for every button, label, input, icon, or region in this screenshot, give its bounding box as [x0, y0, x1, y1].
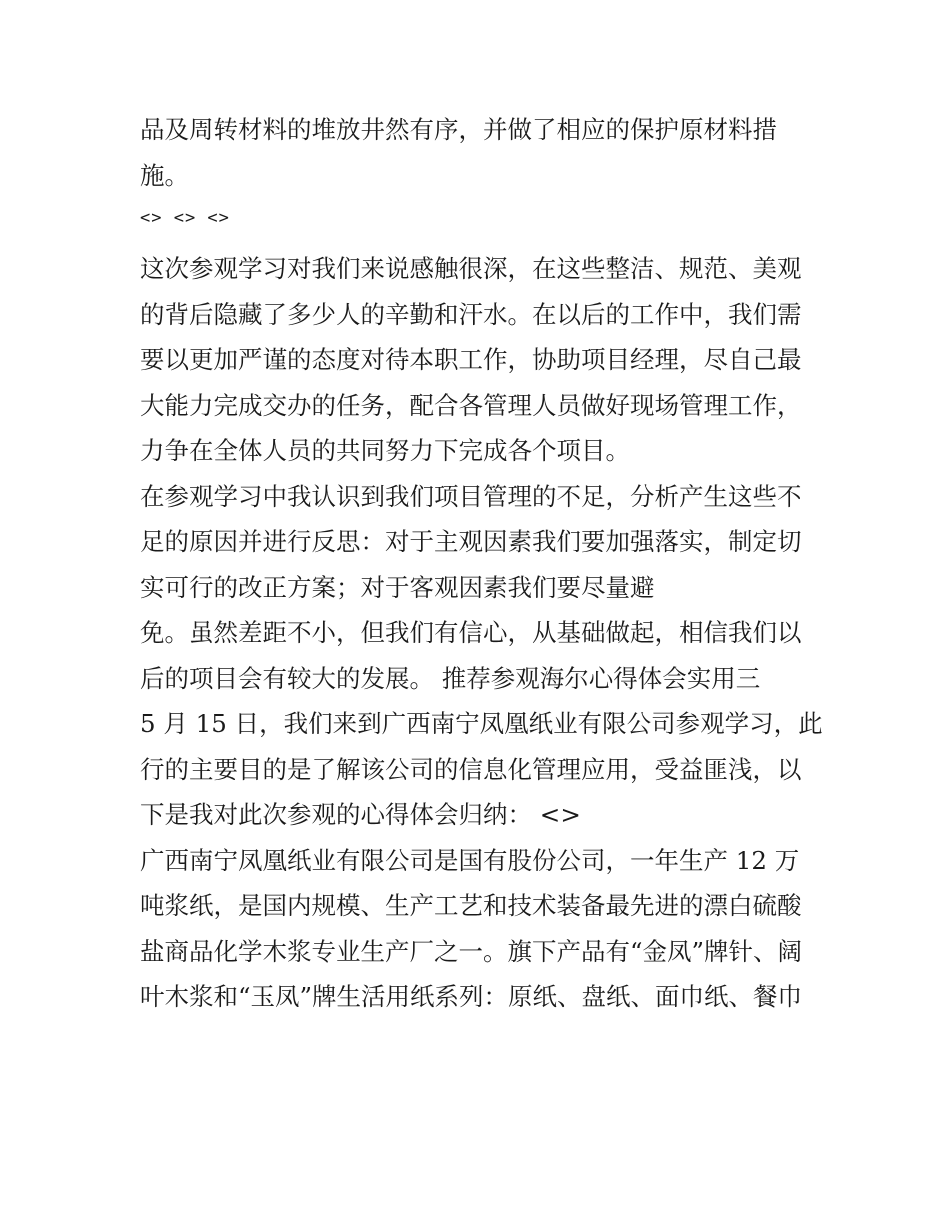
text-line: 盐商品化学木浆专业生产厂之一。旗下产品有“金凤”牌针、阔: [140, 936, 803, 966]
placeholder-marker-line: <> <> <>: [140, 208, 230, 228]
text-line: 力争在全体人员的共同努力下完成各个项目。: [140, 436, 630, 465]
text-line: 足的原因并进行反思：对于主观因素我们要加强落实，制定切: [140, 527, 802, 556]
text-line: 叶木浆和“玉凤”牌生活用纸系列：原纸、盘纸、面巾纸、餐巾: [140, 982, 803, 1011]
text-line: 行的主要目的是了解该公司的信息化管理应用，受益匪浅，以: [140, 754, 802, 784]
text-line: 下是我对此次参观的心得体会归纳： <>: [140, 800, 581, 829]
text-line: 在参观学习中我认识到我们项目管理的不足，分析产生这些不: [140, 481, 802, 511]
text-line: 施。: [140, 160, 189, 190]
text-line: 大能力完成交办的任务，配合各管理人员做好现场管理工作，: [140, 390, 802, 420]
text-line: 吨浆纸，是国内规模、生产工艺和技术装备最先进的漂白硫酸: [140, 891, 802, 920]
text-line: 要以更加严谨的态度对待本职工作，协助项目经理，尽自己最: [140, 345, 802, 374]
text-line: 免。虽然差距不小，但我们有信心，从基础做起，相信我们以: [140, 618, 802, 647]
text-line: 广西南宁凤凰纸业有限公司是国有股份公司，一年生产 12 万: [140, 845, 800, 875]
text-line: 品及周转材料的堆放井然有序，并做了相应的保护原材料措: [140, 115, 777, 144]
text-line: 的背后隐藏了多少人的辛勤和汗水。在以后的工作中，我们需: [140, 299, 802, 329]
text-line: 实可行的改正方案；对于客观因素我们要尽量避: [140, 572, 655, 602]
text-line: 后的项目会有较大的发展。 推荐参观海尔心得体会实用三: [140, 663, 761, 693]
text-line: 这次参观学习对我们来说感触很深，在这些整洁、规范、美观: [140, 254, 802, 283]
text-line: 5 月 15 日，我们来到广西南宁凤凰纸业有限公司参观学习，此: [140, 709, 823, 738]
document-body: [140, 107, 823, 1020]
